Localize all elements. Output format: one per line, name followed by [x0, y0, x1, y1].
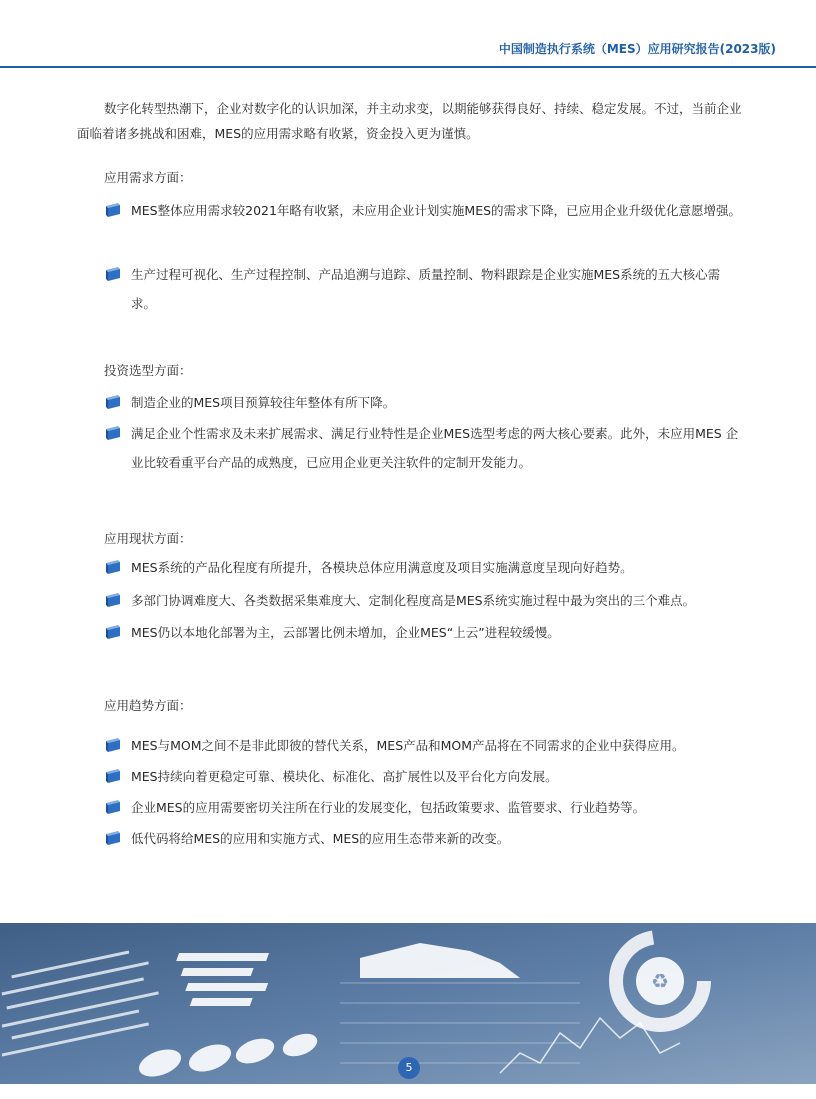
cube-icon — [104, 736, 122, 754]
report-title: 中国制造执行系统（MES）应用研究报告(2023版) — [498, 42, 776, 56]
cube-icon — [104, 201, 122, 219]
intro-paragraph: 数字化转型热潮下，企业对数字化的认识加深，并主动求变，以期能够获得良好、持续、稳定发展。不过，当前企业面临着诸多挑战和困难，MES的应用需求略有收紧，资金投入更为谨慎。 — [77, 101, 742, 141]
cube-icon — [104, 623, 122, 641]
section-title-demand: 应用需求方面： — [104, 170, 192, 185]
bullet-item: MES仍以本地化部署为主，云部署比例未增加，企业MES“上云”进程较缓慢。 — [104, 618, 744, 647]
bullet-item: 满足企业个性需求及未来扩展需求、满足行业特性是企业MES选型考虑的两大核心要素。此外，未应用MES 企业比较看重平台产品的成熟度，已应用企业更关注软件的定制开发能力。 — [104, 419, 744, 477]
cube-icon — [104, 558, 122, 576]
cube-icon — [104, 767, 122, 785]
page-header — [0, 0, 816, 68]
cube-icon — [104, 265, 122, 283]
cube-icon — [104, 424, 122, 442]
bullet-item: MES持续向着更稳定可靠、模块化、标准化、高扩展性以及平台化方向发展。 — [104, 762, 744, 791]
section-title-investment: 投资选型方面： — [104, 363, 192, 378]
header-divider — [0, 66, 816, 68]
cube-icon — [104, 829, 122, 847]
bullet-item: MES整体应用需求较2021年略有收紧，未应用企业计划实施MES的需求下降，已应用企业升级优化意愿增强。 — [104, 196, 744, 225]
cube-icon — [104, 798, 122, 816]
bullet-item: 生产过程可视化、生产过程控制、产品追溯与追踪、质量控制、物料跟踪是企业实施MES系统的五大核心需求。 — [104, 260, 744, 318]
bullet-item: 低代码将给MES的应用和实施方式、MES的应用生态带来新的改变。 — [104, 824, 744, 853]
cube-icon — [104, 393, 122, 411]
cube-icon — [104, 591, 122, 609]
bullet-item: 制造企业的MES项目预算较往年整体有所下降。 — [104, 388, 744, 417]
section-title-status: 应用现状方面： — [104, 531, 192, 546]
page-number: 5 — [398, 1057, 420, 1079]
section-title-trend: 应用趋势方面： — [104, 698, 192, 713]
bullet-item: 多部门协调难度大、各类数据采集难度大、定制化程度高是MES系统实施过程中最为突出的三个难点。 — [104, 586, 744, 615]
bullet-item: 企业MES的应用需要密切关注所在行业的发展变化，包括政策要求、监管要求、行业趋势等。 — [104, 793, 744, 822]
recycle-icon: ♻ — [651, 969, 669, 993]
bullet-item: MES系统的产品化程度有所提升，各模块总体应用满意度及项目实施满意度呈现向好趋势。 — [104, 553, 744, 582]
bullet-item: MES与MOM之间不是非此即彼的替代关系，MES产品和MOM产品将在不同需求的企业中获得应用。 — [104, 731, 744, 760]
